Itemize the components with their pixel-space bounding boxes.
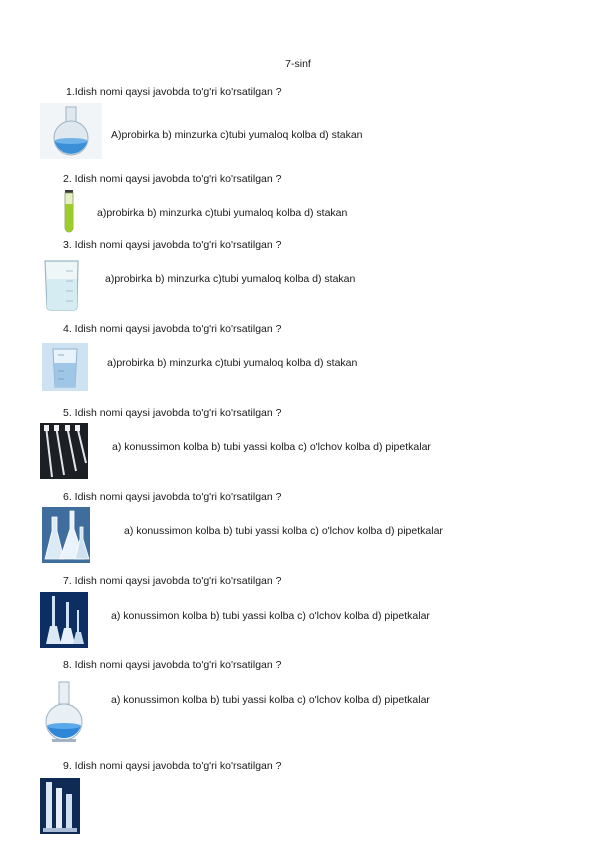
question-7-text: 7. Idish nomi qaysi javobda to'g'ri ko'rsatilgan ?: [63, 575, 282, 587]
question-5-options: a) konussimon kolba b) tubi yassi kolba c) o'lchov kolba d) pipetkalar: [112, 441, 431, 453]
question-2-text: 2. Idish nomi qaysi javobda to'g'ri ko'rsatilgan ?: [63, 173, 282, 185]
pipettes-icon: [40, 423, 88, 479]
question-4-text: 4. Idish nomi qaysi javobda to'g'ri ko'rsatilgan ?: [63, 323, 282, 335]
question-5-text: 5. Idish nomi qaysi javobda to'g'ri ko'rsatilgan ?: [63, 407, 282, 419]
beaker-icon: [42, 257, 82, 311]
volumetric-flasks-icon: [40, 592, 88, 648]
question-8-text: 8. Idish nomi qaysi javobda to'g'ri ko'rsatilgan ?: [63, 659, 282, 671]
measuring-cup-icon: [42, 343, 88, 391]
question-3-options: a)probirka b) minzurka c)tubi yumaloq kolba d) stakan: [105, 273, 356, 285]
conical-flasks-icon: [42, 507, 90, 563]
question-8-options: a) konussimon kolba b) tubi yassi kolba c) o'lchov kolba d) pipetkalar: [111, 694, 430, 706]
page-title: 7-sinf: [285, 58, 311, 70]
test-tube-icon: [62, 190, 76, 234]
question-9-text: 9. Idish nomi qaysi javobda to'g'ri ko'rsatilgan ?: [63, 760, 282, 772]
question-1-options: A)probirka b) minzurka c)tubi yumaloq kolba d) stakan: [111, 129, 363, 141]
question-7-options: a) konussimon kolba b) tubi yassi kolba c) o'lchov kolba d) pipetkalar: [111, 610, 430, 622]
question-4-options: a)probirka b) minzurka c)tubi yumaloq kolba d) stakan: [107, 357, 358, 369]
question-3-text: 3. Idish nomi qaysi javobda to'g'ri ko'rsatilgan ?: [63, 239, 282, 251]
question-6-text: 6. Idish nomi qaysi javobda to'g'ri ko'rsatilgan ?: [63, 491, 282, 503]
graduated-cylinders-icon: [40, 778, 80, 834]
question-6-options: a) konussimon kolba b) tubi yassi kolba c) o'lchov kolba d) pipetkalar: [124, 525, 443, 537]
question-2-options: a)probirka b) minzurka c)tubi yumaloq kolba d) stakan: [97, 207, 348, 219]
round-flask-icon: [40, 103, 102, 159]
flat-bottom-flask-icon: [44, 680, 84, 744]
question-1-text: 1.Idish nomi qaysi javobda to'g'ri ko'rsatilgan ?: [66, 86, 282, 98]
